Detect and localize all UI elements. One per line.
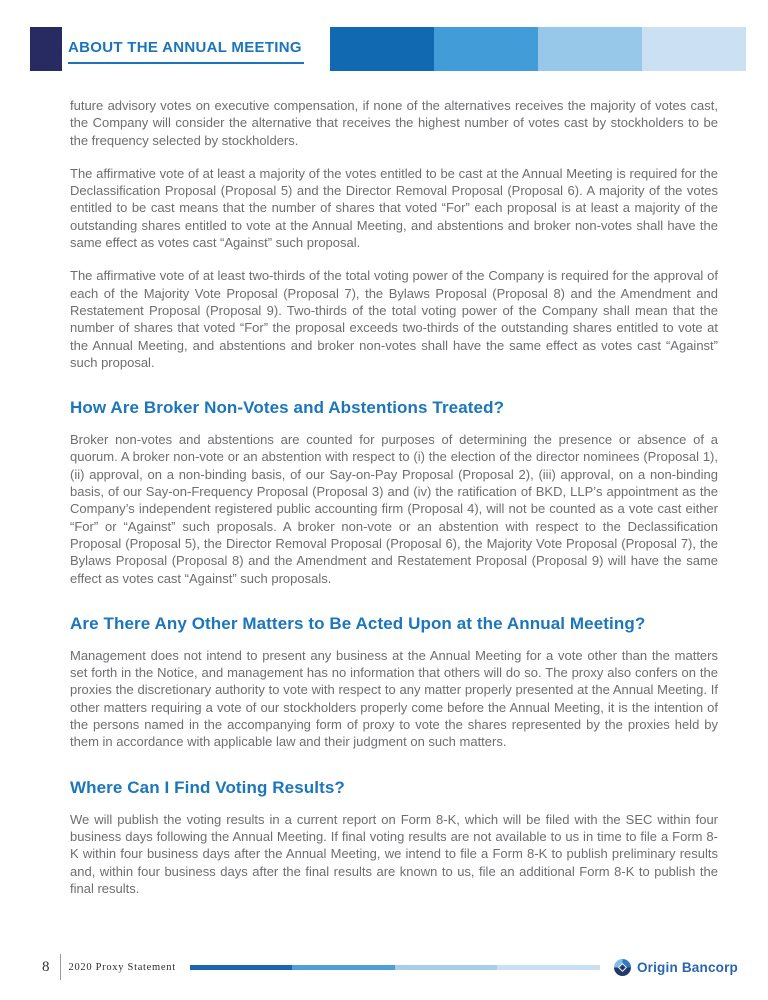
page-number: 8 (42, 958, 50, 975)
header-accent-square (30, 27, 62, 71)
brand-lockup (614, 959, 738, 976)
brand-name: Origin Bancorp (636, 959, 738, 975)
paragraph-majority-vote-requirement: The affirmative vote of at least a majority of the votes entitled to be cast at the Annual Meeting is required for the Declassification Proposal (Proposal 5) and the Director Removal Proposal (Proposal 6). A majority of the votes entitled to be cast means that the number of shares that voted “For” each proposal is at least a majority of the outstanding shares entitled to vote at the Annual Meeting, and abstentions and broker non-votes shall have the same effect as votes cast “Against” such proposal. (70, 165, 718, 251)
document-body (70, 97, 718, 913)
footer-document-title: 2020 Proxy Statement (68, 961, 176, 973)
page-title: ABOUT THE ANNUAL MEETING (68, 39, 302, 56)
header-bar-segment-2 (434, 27, 538, 71)
page-footer (40, 953, 738, 981)
paragraph-other-matters: Management does not intend to present any business at the Annual Meeting for a vote other than the matters set forth in the Notice, and management has no information that others will do so. The proxy also confers on the proxies the discretionary authority to vote with respect to any matter properly presented at the Annual Meeting. If other matters requiring a vote of our stockholders properly come before the Annual Meeting, it is the intention of the persons named in the accompanying form of proxy to vote the shares represented by the proxies held by them in accordance with applicable law and their judgment on such matters. (70, 647, 718, 750)
paragraph-frequency-votes: future advisory votes on executive compensation, if none of the alternatives receives the majority of votes cast, the Company will consider the alternative that receives the highest number of votes cast by stockholders to be the frequency selected by stockholders. (70, 98, 718, 148)
header-bar-segment-3 (538, 27, 642, 71)
paragraph-broker-non-votes: Broker non-votes and abstentions are counted for purposes of determining the presence or absence of a quorum. A broker non-vote or an abstention with respect to (i) the election of the director nominees (Proposal 1), (ii) approval, on a non-binding basis, of our Say-on-Pay Proposal (Proposal 2), (iii) approval, on a non-binding basis, of our Say-on-Frequency Proposal (Proposal 3) and (iv) the ratification of BKD, LLP’s appointment as the Company’s independent registered public accounting firm (Proposal 4), will not be counted as a vote cast either “For” or “Against” such proposals. A broker non-vote or an abstention with respect to the Declassification Proposal (Proposal 5), the Director Removal Proposal (Proposal 6), the Majority Vote Proposal (Proposal 7), the Bylaws Proposal (Proposal 8) and the Amendment and Restatement Proposal (Proposal 9) will have the same effect as votes cast “Against” such proposals. (70, 432, 718, 586)
header-bar-segment-4 (642, 27, 746, 71)
paragraph-two-thirds-requirement: The affirmative vote of at least two-thirds of the total voting power of the Company is required for the approval of each of the Majority Vote Proposal (Proposal 7), the Bylaws Proposal (Proposal 8) and the Amendment and Restatement Proposal (Proposal 9). Two-thirds of the total voting power of the Company shall mean that the number of shares that voted “For” the proposal exceeds two-thirds of the outstanding shares entitled to vote at the Annual Meeting, and abstentions and broker non-votes shall have the same effect as votes cast “Against” such proposal. (70, 268, 718, 370)
heading-other-matters: Are There Any Other Matters to Be Acted Upon at the Annual Meeting? (70, 613, 646, 633)
footer-gradient-bar (190, 965, 600, 970)
header-title-underline (68, 39, 304, 64)
paragraph-voting-results: We will publish the voting results in a current report on Form 8-K, which will be filed with the SEC within four business days following the Annual Meeting. If final voting results are not available to us in time to file a Form 8-K within four business days after the Annual Meeting, we intend to file a Form 8-K to publish preliminary results and, within four business days after the final results are known to us, file an additional Form 8-K to publish the final results. (70, 811, 718, 896)
footer-bar-segment-3 (395, 965, 498, 970)
origin-bancorp-logo-icon (614, 959, 631, 976)
footer-bar-segment-4 (497, 965, 600, 970)
heading-voting-results: Where Can I Find Voting Results? (70, 777, 345, 797)
footer-bar-segment-1 (190, 965, 293, 970)
header-gradient-bar (330, 27, 746, 71)
heading-broker-non-votes: How Are Broker Non-Votes and Abstentions Treated? (70, 398, 505, 418)
footer-bar-segment-2 (292, 965, 395, 970)
header-bar-segment-1 (330, 27, 434, 71)
footer-divider (60, 954, 61, 980)
